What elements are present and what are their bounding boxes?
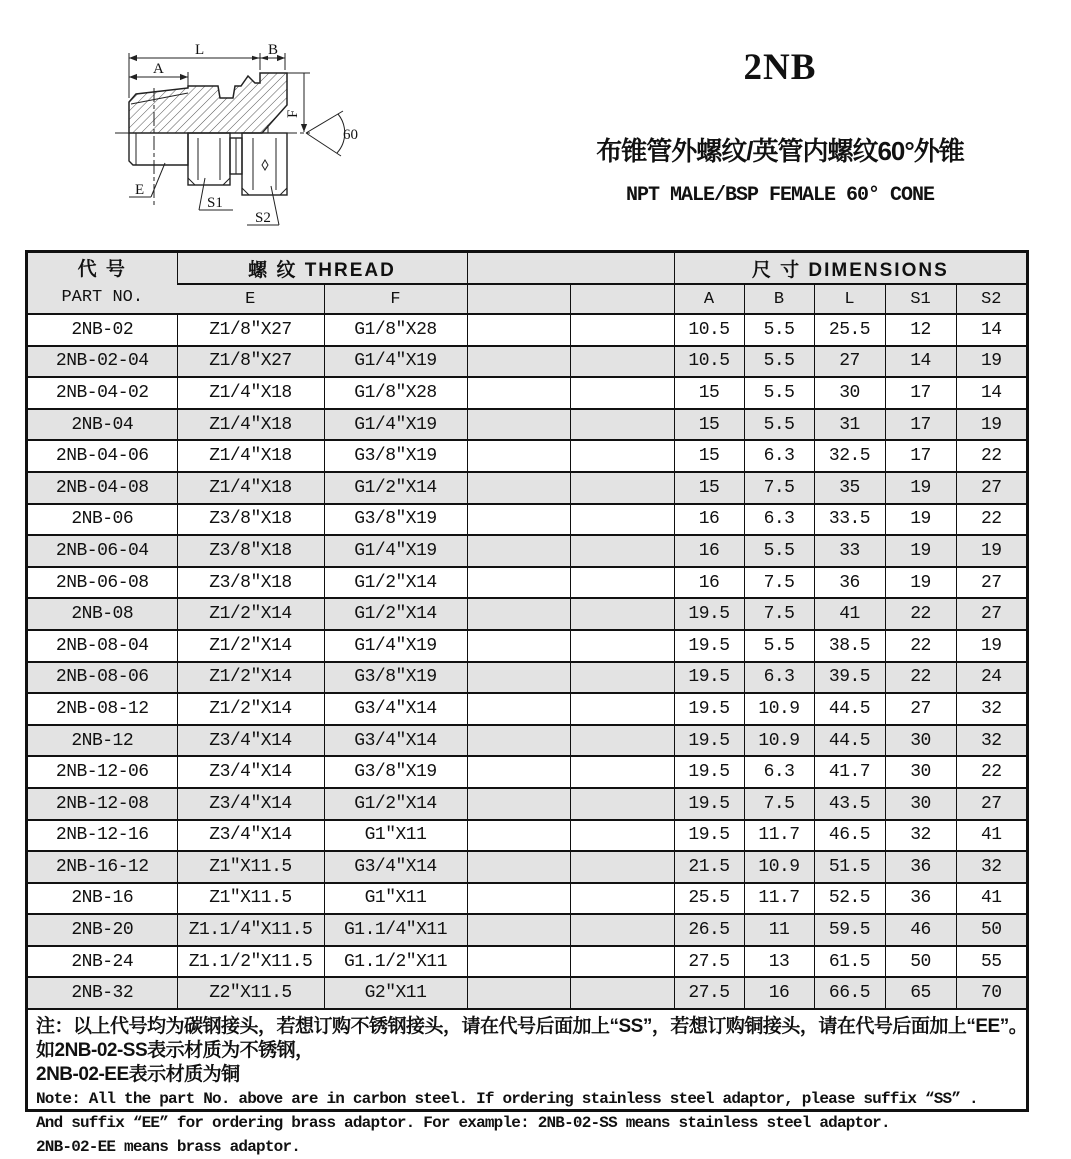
cell-b: 7.5: [744, 567, 814, 599]
table-row: [28, 820, 1026, 852]
cell-l: 35: [814, 472, 885, 504]
table-row: [28, 630, 1026, 662]
table-row: [28, 598, 1026, 630]
table-row: [28, 788, 1026, 820]
cell-f: G1.1/4″X11: [324, 914, 467, 946]
cell-part: 2NB-16: [28, 883, 177, 915]
cell-empty2: [570, 883, 674, 915]
cell-b: 5.5: [744, 535, 814, 567]
cell-s2: 19: [956, 409, 1026, 441]
cell-f: G1/4″X19: [324, 535, 467, 567]
cell-part: 2NB-08-06: [28, 662, 177, 694]
cell-s1: 14: [885, 346, 956, 378]
cell-a: 21.5: [674, 851, 744, 883]
cell-s1: 65: [885, 977, 956, 1008]
cell-s2: 32: [956, 693, 1026, 725]
cell-b: 5.5: [744, 630, 814, 662]
cell-part: 2NB-06-04: [28, 535, 177, 567]
cell-e: Z3/8″X18: [177, 535, 324, 567]
cell-l: 27: [814, 346, 885, 378]
cell-empty1: [467, 662, 570, 694]
cell-empty1: [467, 788, 570, 820]
cell-empty1: [467, 598, 570, 630]
cell-s1: 22: [885, 630, 956, 662]
cell-empty1: [467, 504, 570, 536]
cell-empty1: [467, 820, 570, 852]
cell-f: G1/4″X19: [324, 630, 467, 662]
cell-part: 2NB-06-08: [28, 567, 177, 599]
cell-e: Z3/4″X14: [177, 756, 324, 788]
cell-empty2: [570, 946, 674, 978]
cell-f: G3/4″X14: [324, 693, 467, 725]
cell-part: 2NB-04-02: [28, 377, 177, 409]
cell-a: 27.5: [674, 946, 744, 978]
cell-a: 10.5: [674, 346, 744, 378]
cell-part: 2NB-16-12: [28, 851, 177, 883]
cell-l: 51.5: [814, 851, 885, 883]
cell-empty1: [467, 377, 570, 409]
header-blank-1: [467, 284, 570, 314]
cell-empty1: [467, 693, 570, 725]
cell-a: 26.5: [674, 914, 744, 946]
cell-e: Z1/2″X14: [177, 598, 324, 630]
cell-empty2: [570, 440, 674, 472]
cell-e: Z2″X11.5: [177, 977, 324, 1008]
cell-l: 39.5: [814, 662, 885, 694]
cell-b: 7.5: [744, 598, 814, 630]
table-row: [28, 504, 1026, 536]
cell-empty1: [467, 977, 570, 1008]
upper-section-hatched: [129, 73, 287, 133]
cell-f: G1/2″X14: [324, 472, 467, 504]
cell-empty2: [570, 756, 674, 788]
cell-empty1: [467, 472, 570, 504]
cell-part: 2NB-08-12: [28, 693, 177, 725]
cell-s2: 55: [956, 946, 1026, 978]
cell-e: Z1/2″X14: [177, 630, 324, 662]
cell-s1: 22: [885, 598, 956, 630]
cell-l: 41.7: [814, 756, 885, 788]
cell-b: 10.9: [744, 851, 814, 883]
cell-empty1: [467, 346, 570, 378]
cell-part: 2NB-02-04: [28, 346, 177, 378]
cell-b: 5.5: [744, 346, 814, 378]
header-col-s2: S2: [956, 284, 1026, 314]
header-col-b: B: [744, 284, 814, 314]
header-blank-2: [570, 284, 674, 314]
cell-f: G3/8″X19: [324, 662, 467, 694]
cell-a: 15: [674, 440, 744, 472]
cell-s2: 27: [956, 788, 1026, 820]
cell-s2: 27: [956, 567, 1026, 599]
cell-a: 16: [674, 535, 744, 567]
cell-f: G3/4″X14: [324, 851, 467, 883]
cell-empty2: [570, 504, 674, 536]
cell-b: 5.5: [744, 409, 814, 441]
cell-empty2: [570, 630, 674, 662]
header-col-l: L: [814, 284, 885, 314]
cell-b: 6.3: [744, 756, 814, 788]
cell-l: 38.5: [814, 630, 885, 662]
cell-e: Z3/4″X14: [177, 788, 324, 820]
cell-empty1: [467, 630, 570, 662]
cell-f: G1/4″X19: [324, 409, 467, 441]
cell-a: 10.5: [674, 314, 744, 346]
cell-f: G3/8″X19: [324, 440, 467, 472]
cell-empty1: [467, 914, 570, 946]
header-part-no: [28, 253, 177, 314]
cell-l: 46.5: [814, 820, 885, 852]
cell-s1: 36: [885, 883, 956, 915]
cell-empty1: [467, 314, 570, 346]
cell-empty2: [570, 346, 674, 378]
cell-part: 2NB-04-08: [28, 472, 177, 504]
cell-f: G1″X11: [324, 820, 467, 852]
cell-l: 44.5: [814, 725, 885, 757]
cell-e: Z3/4″X14: [177, 725, 324, 757]
cell-l: 33: [814, 535, 885, 567]
cell-l: 52.5: [814, 883, 885, 915]
header-col-a: A: [674, 284, 744, 314]
cell-empty2: [570, 567, 674, 599]
cell-empty1: [467, 883, 570, 915]
cell-empty2: [570, 914, 674, 946]
cell-s1: 22: [885, 662, 956, 694]
cell-empty2: [570, 472, 674, 504]
cell-empty2: [570, 820, 674, 852]
title-english: NPT MALE/BSP FEMALE 60° CONE: [625, 184, 935, 207]
header-col-e: E: [177, 284, 324, 314]
table-row: [28, 883, 1026, 915]
cell-l: 66.5: [814, 977, 885, 1008]
cell-part: 2NB-06: [28, 504, 177, 536]
cell-e: Z1/4″X18: [177, 409, 324, 441]
cell-s2: 19: [956, 346, 1026, 378]
header-part-no-en: PART NO.: [61, 288, 144, 307]
cell-b: 7.5: [744, 472, 814, 504]
cell-s1: 19: [885, 567, 956, 599]
cell-e: Z1/4″X18: [177, 472, 324, 504]
cell-e: Z1/8″X27: [177, 314, 324, 346]
cell-empty2: [570, 788, 674, 820]
cell-e: Z3/8″X18: [177, 567, 324, 599]
cell-s2: 24: [956, 662, 1026, 694]
s2-hex: [242, 133, 287, 195]
cell-part: 2NB-12-16: [28, 820, 177, 852]
cell-s2: 14: [956, 377, 1026, 409]
cell-part: 2NB-12-08: [28, 788, 177, 820]
header-col-s1: S1: [885, 284, 956, 314]
cell-s2: 14: [956, 314, 1026, 346]
cell-empty1: [467, 725, 570, 757]
cell-b: 6.3: [744, 504, 814, 536]
notes-section: [28, 1008, 1026, 1156]
cell-s1: 17: [885, 440, 956, 472]
cell-part: 2NB-32: [28, 977, 177, 1008]
cell-part: 2NB-04: [28, 409, 177, 441]
cell-part: 2NB-08-04: [28, 630, 177, 662]
cell-e: Z1.1/4″X11.5: [177, 914, 324, 946]
cell-f: G3/4″X14: [324, 725, 467, 757]
cell-s1: 12: [885, 314, 956, 346]
cell-b: 11: [744, 914, 814, 946]
cell-e: Z1/2″X14: [177, 693, 324, 725]
cell-part: 2NB-20: [28, 914, 177, 946]
cell-l: 33.5: [814, 504, 885, 536]
cell-a: 19.5: [674, 820, 744, 852]
male-thread-outline: [129, 133, 188, 165]
cell-l: 36: [814, 567, 885, 599]
cell-f: G1/2″X14: [324, 567, 467, 599]
cell-b: 10.9: [744, 693, 814, 725]
table-row: [28, 409, 1026, 441]
cell-e: Z1/4″X18: [177, 440, 324, 472]
dim-label-s2: S2: [255, 210, 271, 226]
cell-s2: 32: [956, 725, 1026, 757]
cell-e: Z1″X11.5: [177, 883, 324, 915]
cell-l: 41: [814, 598, 885, 630]
cell-b: 5.5: [744, 377, 814, 409]
cell-empty2: [570, 314, 674, 346]
cell-f: G1/8″X28: [324, 314, 467, 346]
cell-s1: 46: [885, 914, 956, 946]
note-cn-2: 如2NB-02-SS表示材质为不锈钢，: [36, 1040, 314, 1062]
note-en-3: 2NB-02-EE means brass adaptor.: [36, 1138, 301, 1157]
cell-s1: 19: [885, 504, 956, 536]
cell-a: 15: [674, 472, 744, 504]
cell-s2: 22: [956, 756, 1026, 788]
cell-b: 6.3: [744, 440, 814, 472]
product-code: 2NB: [743, 47, 817, 88]
cell-s1: 17: [885, 377, 956, 409]
cell-part: 2NB-12-06: [28, 756, 177, 788]
table-row: [28, 851, 1026, 883]
cell-a: 19.5: [674, 662, 744, 694]
cell-part: 2NB-08: [28, 598, 177, 630]
cell-empty2: [570, 725, 674, 757]
table-row: [28, 725, 1026, 757]
cell-empty1: [467, 756, 570, 788]
cell-f: G1/2″X14: [324, 598, 467, 630]
cell-f: G1.1/2″X11: [324, 946, 467, 978]
cell-e: Z1/4″X18: [177, 377, 324, 409]
dim-label-a: A: [153, 61, 164, 77]
cell-a: 25.5: [674, 883, 744, 915]
table-row: [28, 977, 1026, 1008]
cell-part: 2NB-04-06: [28, 440, 177, 472]
cell-b: 10.9: [744, 725, 814, 757]
cell-empty2: [570, 977, 674, 1008]
cell-e: Z1.1/2″X11.5: [177, 946, 324, 978]
table-row: [28, 914, 1026, 946]
header-blank-group: [467, 253, 674, 284]
title-block: [555, 0, 1005, 230]
cell-b: 13: [744, 946, 814, 978]
cell-empty2: [570, 409, 674, 441]
cell-b: 16: [744, 977, 814, 1008]
cell-e: Z1/2″X14: [177, 662, 324, 694]
cell-b: 11.7: [744, 883, 814, 915]
cell-part: 2NB-02: [28, 314, 177, 346]
cell-l: 44.5: [814, 693, 885, 725]
note-en-2: And suffix “EE” for ordering brass adaptor. For example: 2NB-02-SS means stainless steel adaptor.: [36, 1114, 890, 1133]
cell-a: 16: [674, 504, 744, 536]
cell-a: 19.5: [674, 630, 744, 662]
cell-s1: 36: [885, 851, 956, 883]
cell-b: 5.5: [744, 314, 814, 346]
cell-f: G1/8″X28: [324, 377, 467, 409]
spec-table-frame: [25, 250, 1029, 1157]
cell-f: G2″X11: [324, 977, 467, 1008]
cell-s2: 19: [956, 535, 1026, 567]
cell-empty1: [467, 409, 570, 441]
cell-a: 27.5: [674, 977, 744, 1008]
cell-s1: 50: [885, 946, 956, 978]
cell-s1: 27: [885, 693, 956, 725]
cell-a: 16: [674, 567, 744, 599]
cell-s2: 19: [956, 630, 1026, 662]
cell-s2: 22: [956, 440, 1026, 472]
dim-label-l: L: [195, 42, 205, 58]
s1-hex: [188, 133, 230, 185]
cell-empty2: [570, 662, 674, 694]
cell-s1: 32: [885, 820, 956, 852]
dim-label-e: E: [135, 182, 145, 198]
cell-a: 19.5: [674, 756, 744, 788]
cell-l: 59.5: [814, 914, 885, 946]
spec-table: [28, 253, 1026, 1008]
table-row: [28, 346, 1026, 378]
title-chinese: 布锥管外螺纹/英管内螺纹60°外锥: [596, 136, 964, 166]
table-row: [28, 440, 1026, 472]
cell-s1: 17: [885, 409, 956, 441]
cell-s1: 30: [885, 788, 956, 820]
cell-a: 19.5: [674, 725, 744, 757]
cone-angle-label: 60: [343, 127, 358, 143]
cell-s2: 41: [956, 820, 1026, 852]
cell-empty1: [467, 851, 570, 883]
cell-s1: 30: [885, 725, 956, 757]
cell-b: 7.5: [744, 788, 814, 820]
note-en-1: Note: All the part No. above are in carbon steel. If ordering stainless steel adaptor, please suffix “SS” .: [36, 1090, 978, 1109]
cell-l: 25.5: [814, 314, 885, 346]
cell-a: 19.5: [674, 693, 744, 725]
cell-empty2: [570, 535, 674, 567]
fitting-section-drawing: [95, 26, 465, 244]
note-cn-3: 2NB-02-EE表示材质为铜: [36, 1064, 240, 1086]
cell-s2: 22: [956, 504, 1026, 536]
cell-f: G1/4″X19: [324, 346, 467, 378]
cell-b: 11.7: [744, 820, 814, 852]
cell-empty1: [467, 535, 570, 567]
cell-a: 19.5: [674, 788, 744, 820]
cell-empty1: [467, 946, 570, 978]
cell-part: 2NB-24: [28, 946, 177, 978]
table-row: [28, 693, 1026, 725]
cell-empty1: [467, 440, 570, 472]
cell-part: 2NB-12: [28, 725, 177, 757]
cell-empty2: [570, 693, 674, 725]
table-row: [28, 756, 1026, 788]
cell-empty2: [570, 377, 674, 409]
header-part-no-cn: 代 号: [77, 259, 127, 280]
cell-empty1: [467, 567, 570, 599]
cell-s2: 27: [956, 472, 1026, 504]
table-row: [28, 377, 1026, 409]
cell-b: 6.3: [744, 662, 814, 694]
cell-f: G3/8″X19: [324, 504, 467, 536]
table-row: [28, 567, 1026, 599]
cell-s2: 50: [956, 914, 1026, 946]
cell-s2: 27: [956, 598, 1026, 630]
cell-l: 61.5: [814, 946, 885, 978]
cell-l: 30: [814, 377, 885, 409]
cell-a: 15: [674, 377, 744, 409]
cell-s1: 30: [885, 756, 956, 788]
dim-label-b: B: [268, 42, 279, 58]
cell-e: Z1/8″X27: [177, 346, 324, 378]
cell-s2: 32: [956, 851, 1026, 883]
table-row: [28, 946, 1026, 978]
cell-f: G3/8″X19: [324, 756, 467, 788]
cell-s1: 19: [885, 535, 956, 567]
cell-l: 31: [814, 409, 885, 441]
header-thread: 螺 纹 THREAD: [177, 253, 467, 284]
cell-s1: 19: [885, 472, 956, 504]
cell-empty2: [570, 598, 674, 630]
cell-e: Z3/4″X14: [177, 820, 324, 852]
table-row: [28, 535, 1026, 567]
cell-f: G1/2″X14: [324, 788, 467, 820]
cell-l: 32.5: [814, 440, 885, 472]
header-col-f: F: [324, 284, 467, 314]
cell-l: 43.5: [814, 788, 885, 820]
cell-a: 15: [674, 409, 744, 441]
cell-s2: 70: [956, 977, 1026, 1008]
table-row: [28, 472, 1026, 504]
cell-a: 19.5: [674, 598, 744, 630]
header-dimensions: 尺 寸 DIMENSIONS: [674, 253, 1026, 284]
cell-empty2: [570, 851, 674, 883]
cell-s2: 41: [956, 883, 1026, 915]
dim-label-s1: S1: [207, 195, 223, 211]
cell-f: G1″X11: [324, 883, 467, 915]
cell-e: Z1″X11.5: [177, 851, 324, 883]
table-row: [28, 662, 1026, 694]
table-row: [28, 314, 1026, 346]
dim-label-f: F: [285, 109, 301, 118]
note-cn-1: 注：以上代号均为碳钢接头，若想订购不锈钢接头，请在代号后面加上“SS”，若想订购铜接头，请在代号后面加上“EE”。: [36, 1016, 1028, 1038]
cell-e: Z3/8″X18: [177, 504, 324, 536]
